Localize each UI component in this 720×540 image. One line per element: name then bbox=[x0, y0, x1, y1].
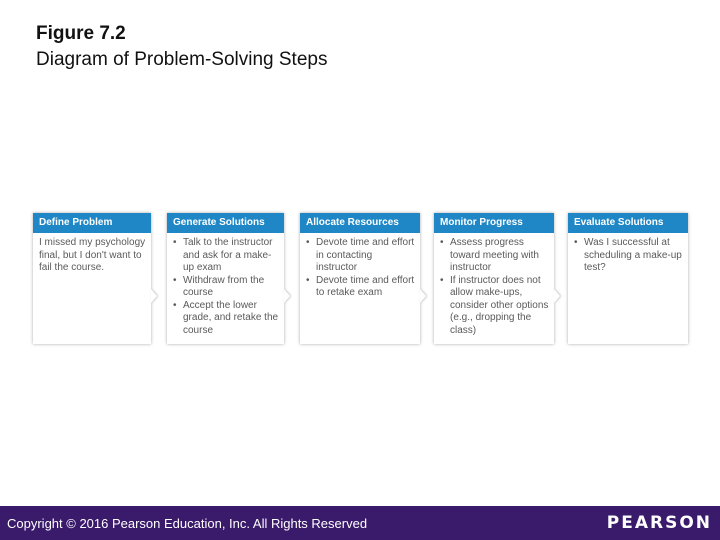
step-allocate-resources bbox=[300, 213, 420, 344]
copyright-text: Copyright © 2016 Pearson Education, Inc. All Rights Reserved bbox=[7, 516, 368, 531]
step-header: Allocate Resources bbox=[300, 213, 420, 233]
pearson-logo: PEARSON bbox=[606, 513, 712, 533]
step-body bbox=[300, 233, 420, 300]
step-bullet: • Was I successful at scheduling a make-up test? bbox=[574, 237, 684, 275]
step-header: Evaluate Solutions bbox=[568, 213, 688, 233]
step-header: Define Problem bbox=[33, 213, 151, 233]
problem-solving-diagram bbox=[33, 213, 689, 346]
arrow-connector bbox=[554, 289, 560, 303]
arrow-connector bbox=[420, 289, 426, 303]
arrow-connector bbox=[284, 289, 290, 303]
step-bullet: • Talk to the instructor and ask for a make-up exam bbox=[173, 237, 280, 275]
arrow-connector bbox=[151, 289, 157, 303]
step-bullet: • Devote time and effort in contacting instructor bbox=[306, 237, 416, 275]
step-body bbox=[568, 233, 688, 275]
step-monitor-progress bbox=[434, 213, 554, 344]
step-body bbox=[167, 233, 284, 337]
step-header: Generate Solutions bbox=[167, 213, 284, 233]
step-bullet: • Withdraw from the course bbox=[173, 275, 280, 300]
title-block bbox=[36, 22, 327, 72]
figure-label: Figure 7.2 bbox=[36, 23, 126, 44]
step-define-problem bbox=[33, 213, 151, 344]
step-bullet: • Accept the lower grade, and retake the course bbox=[173, 300, 280, 338]
step-text: I missed my psychology final, but I don't want to fail the course. bbox=[39, 237, 146, 273]
step-bullet: • Assess progress toward meeting with instructor bbox=[440, 237, 550, 275]
step-bullet: • If instructor does not allow make-ups, consider other options (e.g., dropping the class) bbox=[440, 275, 550, 338]
step-bullet: • Devote time and effort to retake exam bbox=[306, 275, 416, 300]
step-body bbox=[33, 233, 151, 275]
footer-bar bbox=[0, 506, 720, 540]
step-generate-solutions bbox=[167, 213, 284, 344]
step-body bbox=[434, 233, 554, 337]
figure-caption: Diagram of Problem-Solving Steps bbox=[36, 49, 328, 70]
step-evaluate-solutions bbox=[568, 213, 688, 344]
step-header: Monitor Progress bbox=[434, 213, 554, 233]
